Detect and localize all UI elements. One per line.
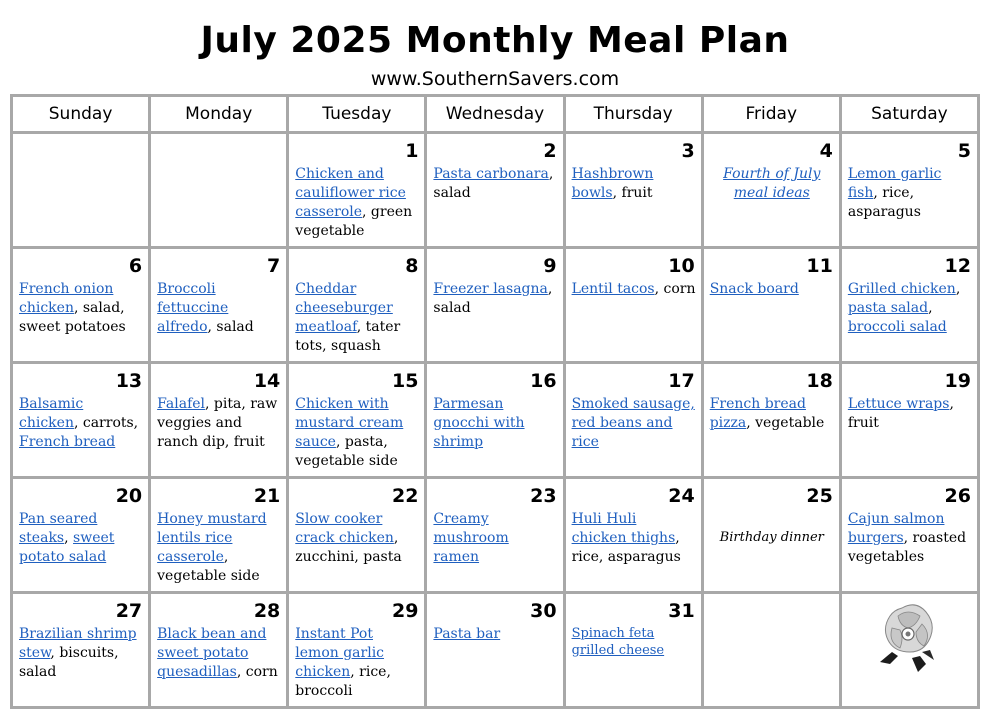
recipe-link[interactable]: Chicken and cauliflower rice casserole <box>295 166 406 220</box>
side-dishes: , pasta, vegetable side <box>295 434 398 469</box>
side-dishes: , rice, asparagus <box>847 185 921 220</box>
side-dishes: , rice, asparagus <box>571 530 681 565</box>
side-dishes: , salad <box>433 166 554 201</box>
day-number: 10 <box>668 255 695 277</box>
recipe-link[interactable]: Parmesan gnocchi with shrimp <box>433 396 525 450</box>
day-cell-2 <box>426 133 564 248</box>
day-number: 14 <box>253 370 281 392</box>
day-number: 15 <box>391 370 419 392</box>
recipe-link[interactable]: Cheddar cheeseburger meatloaf <box>295 281 393 335</box>
day-cell-28 <box>150 593 288 708</box>
day-cell-31 <box>564 593 702 708</box>
recipe-link[interactable]: Brazilian shrimp stew <box>19 626 137 661</box>
meal-entry <box>295 165 419 241</box>
meal-entry <box>157 280 281 337</box>
recipe-link[interactable]: Balsamic chicken <box>19 396 84 431</box>
recipe-link[interactable]: Lettuce wraps <box>847 396 950 412</box>
weekday-friday: Friday <box>702 96 840 133</box>
day-cell-25 <box>702 478 840 593</box>
meal-entry <box>710 529 834 546</box>
recipe-link[interactable]: Pasta bar <box>433 626 501 642</box>
week-row <box>12 593 979 708</box>
day-number: 4 <box>819 140 833 162</box>
day-cell-14 <box>150 363 288 478</box>
day-cell-11 <box>702 248 840 363</box>
day-cell-9 <box>426 248 564 363</box>
plain-meal-text: Birthday dinner <box>719 530 824 545</box>
separator: , <box>928 300 933 316</box>
weekday-wednesday: Wednesday <box>426 96 564 133</box>
recipe-link[interactable]: Pasta carbonara <box>433 166 549 182</box>
empty-day-cell <box>12 133 150 248</box>
meal-entry <box>157 625 281 682</box>
day-cell-5 <box>840 133 978 248</box>
meal-entry <box>572 280 696 299</box>
side-dishes: , rice, broccoli <box>295 664 391 699</box>
day-cell-15 <box>288 363 426 478</box>
day-cell-16 <box>426 363 564 478</box>
recipe-link[interactable]: Creamy mushroom ramen <box>433 511 509 565</box>
day-number: 24 <box>668 485 695 507</box>
side-dishes: , tater tots, squash <box>295 319 401 354</box>
week-row <box>12 133 979 248</box>
meal-entry <box>710 165 834 203</box>
side-dishes: , roasted vegetables <box>847 530 967 565</box>
empty-day-cell <box>702 593 840 708</box>
day-number: 16 <box>530 370 557 392</box>
weekday-monday: Monday <box>150 96 288 133</box>
meal-entry <box>572 395 696 452</box>
recipe-link[interactable]: Spinach feta grilled cheese <box>571 626 665 658</box>
meal-entry <box>19 280 143 337</box>
day-number: 18 <box>806 370 833 392</box>
day-cell-24 <box>564 478 702 593</box>
week-row <box>12 478 979 593</box>
side-dishes: , corn <box>654 281 696 297</box>
day-cell-18 <box>702 363 840 478</box>
meal-entry <box>710 280 834 299</box>
day-cell-27 <box>12 593 150 708</box>
meal-entry <box>433 280 557 318</box>
day-cell-13 <box>12 363 150 478</box>
recipe-link[interactable]: broccoli salad <box>847 319 947 335</box>
page-title: July 2025 Monthly Meal Plan <box>200 20 790 61</box>
day-cell-30 <box>426 593 564 708</box>
day-number: 23 <box>530 485 557 507</box>
day-number: 6 <box>128 255 143 277</box>
recipe-link[interactable]: Fourth of July meal ideas <box>723 166 821 201</box>
day-number: 2 <box>543 140 557 162</box>
day-number: 22 <box>391 485 419 507</box>
meal-entry <box>433 165 557 203</box>
side-dishes: , pita, raw veggies and ranch dip, fruit <box>157 396 278 450</box>
meal-entry <box>433 395 557 452</box>
recipe-link[interactable]: Chicken with mustard cream sauce <box>295 396 404 450</box>
day-cell-23 <box>426 478 564 593</box>
meal-entry <box>572 165 696 203</box>
day-number: 30 <box>530 600 557 622</box>
day-number: 17 <box>668 370 695 392</box>
day-cell-19 <box>840 363 978 478</box>
day-number: 28 <box>253 600 281 622</box>
recipe-link[interactable]: Lentil tacos <box>571 281 655 297</box>
day-cell-12 <box>840 248 978 363</box>
day-number: 13 <box>115 370 143 392</box>
side-dishes: , vegetable <box>746 415 825 431</box>
side-dishes: , vegetable side <box>157 549 260 584</box>
day-number: 9 <box>543 255 557 277</box>
side-dishes: , carrots, <box>73 415 139 431</box>
recipe-link[interactable]: Pan seared steaks <box>19 511 98 546</box>
side-dishes: , fruit <box>847 396 954 431</box>
recipe-link[interactable]: Black bean and sweet potato quesadillas <box>157 626 267 680</box>
day-number: 27 <box>115 600 143 622</box>
weekday-tuesday: Tuesday <box>288 96 426 133</box>
meal-entry <box>572 510 696 567</box>
day-number: 1 <box>405 140 419 162</box>
meal-entry <box>433 510 557 567</box>
week-row <box>12 363 979 478</box>
day-cell-17 <box>564 363 702 478</box>
weekday-thursday: Thursday <box>564 96 702 133</box>
meal-entry <box>157 510 281 586</box>
side-dishes: , salad <box>433 281 553 316</box>
meal-entry <box>295 280 419 356</box>
side-dishes: , biscuits, salad <box>19 645 119 680</box>
recipe-link[interactable]: Huli Huli chicken thighs <box>571 511 676 546</box>
day-cell-29 <box>288 593 426 708</box>
day-cell-22 <box>288 478 426 593</box>
separator: , <box>955 281 961 297</box>
separator: , <box>64 530 74 546</box>
meal-entry <box>848 510 972 567</box>
day-cell-1 <box>288 133 426 248</box>
day-cell-21 <box>150 478 288 593</box>
website-url[interactable]: www.SouthernSavers.com <box>370 68 620 90</box>
recipe-link[interactable]: Cajun salmon burgers <box>847 511 945 546</box>
meal-entry <box>295 625 419 701</box>
decoration-cell <box>840 593 978 708</box>
side-dishes: , zucchini, pasta <box>295 530 402 565</box>
day-cell-6 <box>12 248 150 363</box>
weekday-saturday: Saturday <box>840 96 978 133</box>
day-cell-10 <box>564 248 702 363</box>
meal-entry <box>848 165 972 222</box>
recipe-link[interactable]: Freezer lasagna <box>433 281 548 297</box>
day-number: 8 <box>405 255 419 277</box>
magnolia-flower-icon <box>878 602 940 672</box>
recipe-link[interactable]: Falafel <box>157 396 206 412</box>
recipe-link[interactable]: sweet potato salad <box>19 530 115 565</box>
recipe-link[interactable]: Smoked sausage, red beans and rice <box>571 396 695 450</box>
meal-entry <box>295 395 419 471</box>
day-number: 21 <box>253 485 281 507</box>
recipe-link[interactable]: Broccoli fettuccine alfredo <box>157 281 229 335</box>
recipe-link[interactable]: Grilled chicken <box>847 281 956 297</box>
side-dishes: , fruit <box>612 185 653 201</box>
day-number: 20 <box>115 485 143 507</box>
day-number: 29 <box>391 600 419 622</box>
meal-entry <box>19 625 143 682</box>
meal-entry <box>19 395 143 452</box>
recipe-link[interactable]: Honey mustard lentils rice casserole <box>157 511 267 565</box>
day-cell-20 <box>12 478 150 593</box>
day-cell-3 <box>564 133 702 248</box>
meal-entry <box>572 625 696 659</box>
calendar-grid <box>10 94 980 709</box>
recipe-link[interactable]: French bread pizza <box>709 396 806 431</box>
recipe-link[interactable]: Lemon garlic fish <box>847 166 942 201</box>
side-dishes: , salad <box>207 319 254 335</box>
recipe-link[interactable]: Snack board <box>709 281 799 297</box>
side-dishes: , corn <box>236 664 278 680</box>
side-dishes: , salad, sweet potatoes <box>19 300 126 335</box>
day-number: 12 <box>944 255 971 277</box>
weekday-sunday: Sunday <box>12 96 150 133</box>
meal-entry <box>19 510 143 567</box>
recipe-link[interactable]: pasta salad <box>847 300 929 316</box>
day-number: 3 <box>681 140 695 162</box>
weekday-header-row <box>12 96 979 133</box>
meal-entry <box>157 395 281 452</box>
side-dishes: , green vegetable <box>295 204 413 239</box>
recipe-link[interactable]: French bread <box>19 434 116 450</box>
empty-day-cell <box>150 133 288 248</box>
day-number: 5 <box>957 140 971 162</box>
day-cell-7 <box>150 248 288 363</box>
recipe-link[interactable]: French onion chicken <box>19 281 114 316</box>
meal-entry <box>433 625 557 644</box>
day-number: 31 <box>668 600 695 622</box>
recipe-link[interactable]: Instant Pot lemon garlic chicken <box>295 626 385 680</box>
day-number: 11 <box>806 255 833 277</box>
day-number: 7 <box>267 255 281 277</box>
day-cell-26 <box>840 478 978 593</box>
meal-entry <box>848 280 972 337</box>
day-cell-8 <box>288 248 426 363</box>
meal-entry <box>848 395 972 433</box>
day-number: 19 <box>944 370 971 392</box>
day-cell-4 <box>702 133 840 248</box>
day-number: 25 <box>806 485 833 507</box>
meal-entry <box>295 510 419 567</box>
recipe-link[interactable]: Hashbrown bowls <box>571 166 654 201</box>
day-number: 26 <box>944 485 971 507</box>
recipe-link[interactable]: Slow cooker crack chicken <box>295 511 394 546</box>
meal-entry <box>710 395 834 433</box>
week-row <box>12 248 979 363</box>
